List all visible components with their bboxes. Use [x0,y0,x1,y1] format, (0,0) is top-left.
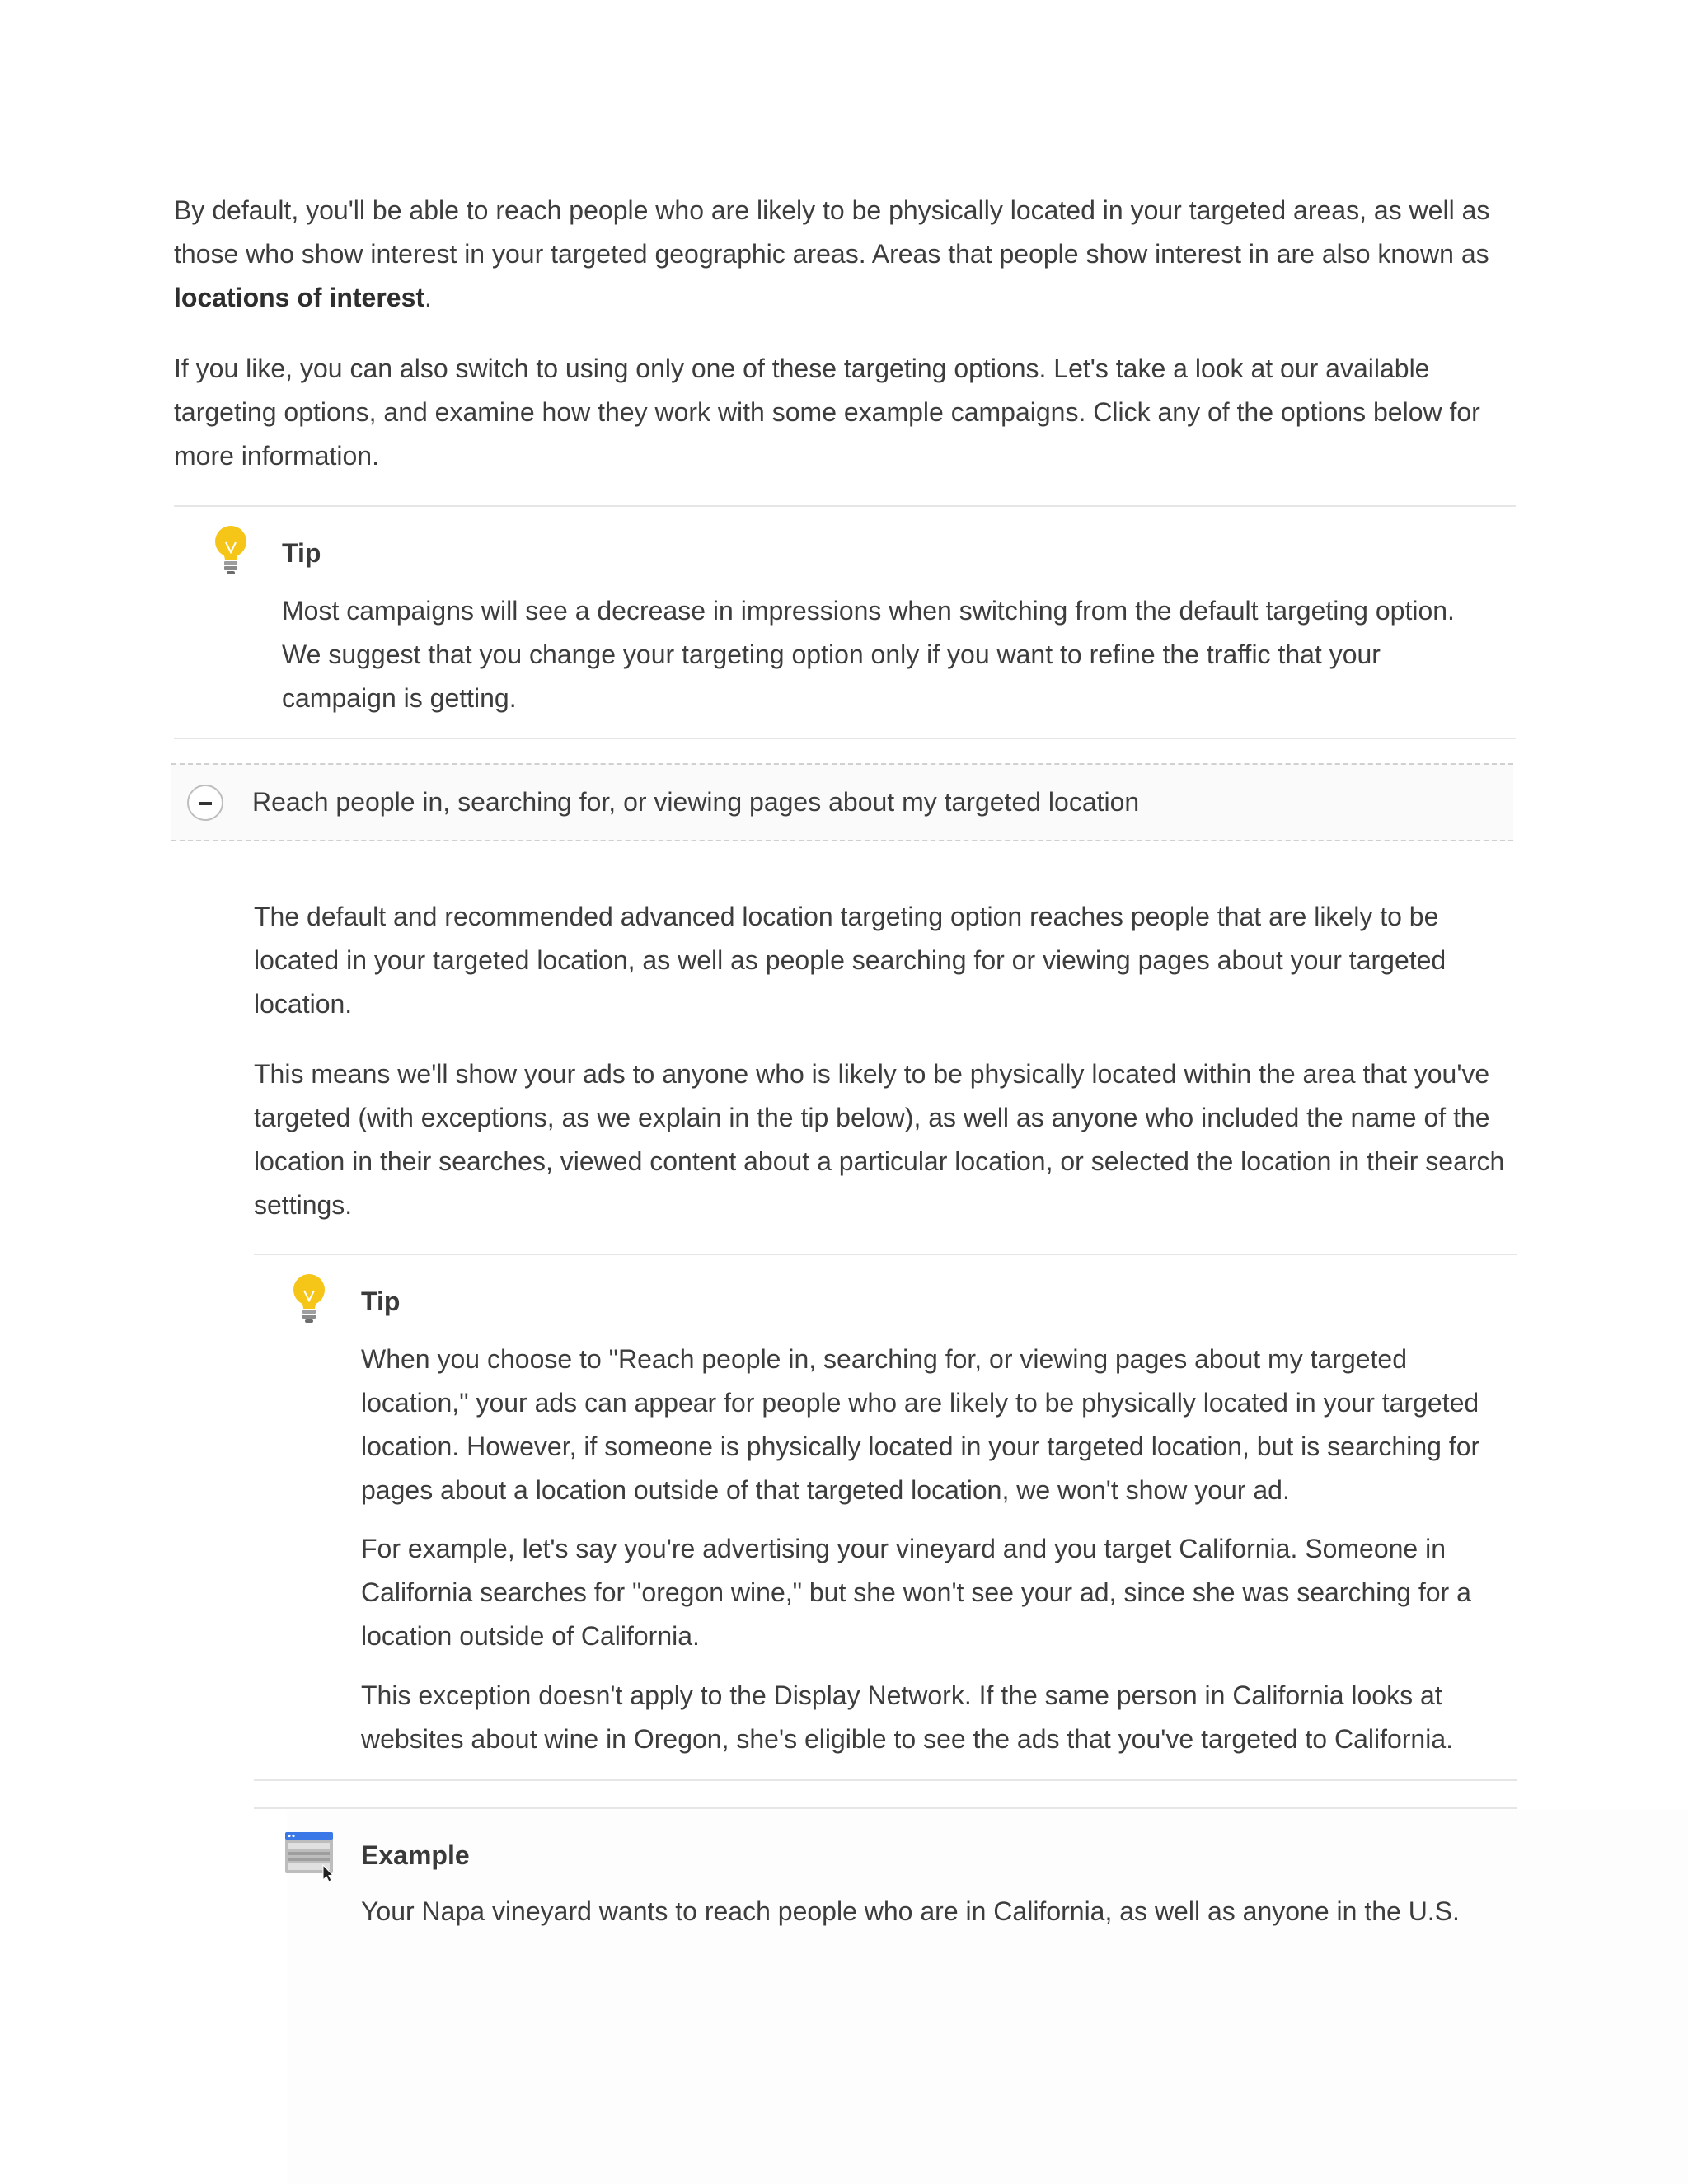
tip2-paragraph-3: This exception doesn't apply to the Display Network. If the same person in California looks at websites about wine in Oregon, she's eligible to see the ads that you've targeted to California. [361,1680,1454,1754]
collapse-minus-icon[interactable] [187,785,223,821]
tip2-title: Tip [361,1286,401,1316]
targeting-option-accordion-header[interactable] [171,763,1513,841]
tip-title: Tip [282,538,321,568]
intro-paragraph-1 [174,189,1526,320]
intro-text: By default, you'll be able to reach people who are likely to be physically located in your targeted areas, as well as those who show interest in your targeted geographic areas. Areas that people show interest in are also known as [174,195,1490,269]
tip-top-divider [174,505,1516,507]
tip2-paragraph-2: For example, let's say you're advertising your vineyard and you target California. Someone in California searches for "oregon wine," but she won't see your ad, since she was searching for a location outside of California. [361,1534,1471,1651]
example-body: Your Napa vineyard wants to reach people who are in California, as well as anyone in the U.S. [361,1896,1460,1926]
option-description-paragraph-1: The default and recommended advanced location targeting option reaches people that are likely to be located in your targeted location, as well as people searching for or viewing pages about your targeted location. [254,902,1447,1019]
locations-of-interest-term: locations of interest [174,283,425,312]
intro-period: . [424,283,432,312]
tip-body: Most campaigns will see a decrease in impressions when switching from the default targeting option. We suggest that you change your targeting option only if you want to refine the traffic that your campaign is getting. [282,596,1455,713]
lightbulb-icon [210,524,251,577]
tip2-top-divider [254,1254,1517,1255]
intro-paragraph-2: If you like, you can also switch to using only one of these targeting options. Let's take a look at our available targeting options, and examine how they work with some example campaigns. Click any of the options below for more information. [174,354,1480,471]
browser-window-cursor-icon [284,1830,338,1882]
example-title: Example [361,1840,470,1870]
accordion-label: Reach people in, searching for, or viewing pages about my targeted location [252,787,1140,817]
tip2-paragraph-1: When you choose to "Reach people in, searching for, or viewing pages about my targeted location," your ads can appear for people who are likely to be physically located in your targeted location. However, if someone is physically located in your targeted location, but is searching for pages about a location outside of that targeted location, we won't show your ad. [361,1344,1480,1505]
tip-bottom-divider [174,738,1516,739]
tip2-bottom-divider [254,1779,1517,1781]
example-top-divider [254,1807,1517,1809]
option-description-paragraph-2: This means we'll show your ads to anyone who is likely to be physically located within the area that you've targeted (with exceptions, as we explain in the tip below), as well as anyone who included the name of the location in their searches, viewed content about a particular location, or selected the location in their search settings. [254,1059,1505,1220]
lightbulb-icon [288,1272,330,1325]
example-panel-background [287,1810,1688,2184]
